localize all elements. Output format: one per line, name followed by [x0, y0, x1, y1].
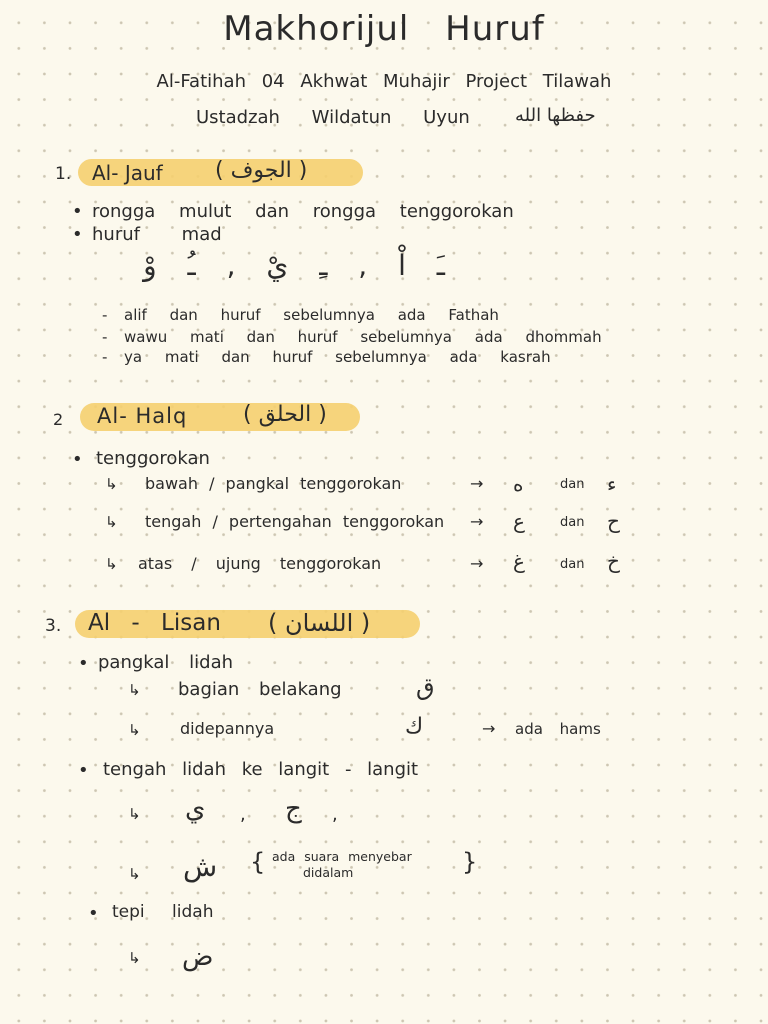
page-title: Makhorijul Huruf	[223, 9, 545, 49]
dash-icon: -	[102, 328, 108, 346]
note-item: alif dan huruf sebelumnya ada Fathah	[124, 306, 499, 324]
hook-arrow-icon: ↳	[105, 475, 118, 493]
arabic-letter: ش	[183, 850, 218, 883]
section-3-number: 3.	[45, 616, 62, 636]
conjunction-label: dan	[560, 515, 585, 530]
dash-icon: -	[102, 348, 108, 366]
makhraj-place: bawah / pangkal tenggorokan	[145, 474, 402, 493]
arabic-letter: ع	[513, 509, 525, 533]
bullet-icon: •	[72, 224, 83, 245]
arrow-icon: →	[470, 554, 484, 573]
arabic-letter: ء	[607, 472, 617, 496]
conjunction-label: dan	[560, 477, 585, 492]
list-item: rongga mulut dan rongga tenggorokan	[92, 201, 514, 222]
arrow-icon: →	[482, 719, 496, 738]
hook-arrow-icon: ↳	[128, 805, 141, 823]
list-item: pangkal lidah	[98, 652, 234, 673]
bullet-icon: •	[78, 653, 89, 674]
arabic-letter: ي	[185, 794, 206, 824]
section-3-title: Al - Lisan	[88, 610, 221, 636]
sub-item-text: bagian belakang	[178, 679, 342, 700]
bracket-note: didalam	[303, 865, 354, 880]
comma-separator: ,	[240, 804, 246, 825]
note-item: ya mati dan huruf sebelumnya ada kasrah	[124, 348, 551, 366]
arabic-letter: ض	[182, 942, 214, 972]
hook-arrow-icon: ↳	[105, 555, 118, 573]
hook-arrow-icon: ↳	[105, 513, 118, 531]
arabic-letter: خ	[607, 549, 620, 573]
makhraj-place: atas / ujung tenggorokan	[138, 554, 382, 573]
section-2-title: Al- Halq	[97, 404, 188, 428]
arrow-icon: →	[470, 512, 484, 531]
bullet-icon: •	[72, 449, 83, 470]
mad-letters-arabic: ـَ اْ , ـِ يْ , ـُ وْ	[143, 249, 445, 282]
teacher-name: Ustadzah Wildatun Uyun	[196, 107, 470, 128]
section-1-title: Al- Jauf	[92, 161, 163, 185]
bullet-icon: •	[78, 760, 89, 781]
comma-separator: ,	[332, 804, 338, 825]
hook-arrow-icon: ↳	[128, 721, 141, 739]
arrow-icon: →	[470, 474, 484, 493]
section-1-arabic-title: ( الجوف )	[215, 158, 308, 183]
hook-arrow-icon: ↳	[128, 681, 141, 699]
arabic-letter: غ	[513, 549, 525, 573]
bullet-icon: •	[88, 903, 99, 924]
brace-open: {	[250, 848, 266, 876]
list-item: tenggorokan	[96, 448, 210, 469]
makhraj-place: tengah / pertengahan tenggorokan	[145, 512, 445, 531]
arabic-letter: ق	[416, 673, 435, 701]
section-3-arabic-title: ( اللسان )	[268, 609, 371, 637]
arabic-letter: ح	[607, 509, 620, 533]
subtitle-line: Al-Fatihah 04 Akhwat Muhajir Project Tilawah	[156, 71, 612, 92]
section-2-number: 2	[53, 410, 64, 429]
note-item: wawu mati dan huruf sebelumnya ada dhommah	[124, 328, 602, 346]
section-2-arabic-title: ( الحلق )	[243, 402, 327, 427]
list-item: tepi lidah	[112, 902, 214, 922]
list-item: huruf mad	[92, 224, 222, 245]
conjunction-label: dan	[560, 557, 585, 572]
hook-arrow-icon: ↳	[128, 865, 141, 883]
hook-arrow-icon: ↳	[128, 949, 141, 967]
honorific-arabic: حفظها الله	[515, 105, 596, 126]
arabic-letter: ك	[405, 714, 424, 739]
sub-item-note: ada hams	[515, 720, 601, 738]
sub-item-text: didepannya	[180, 719, 275, 738]
list-item: tengah lidah ke langit - langit	[103, 759, 419, 780]
bracket-note: ada suara menyebar	[272, 849, 412, 864]
brace-close: }	[462, 848, 478, 876]
section-1-number: 1.	[55, 164, 72, 184]
arabic-letter: ه	[513, 472, 524, 496]
dash-icon: -	[102, 306, 108, 324]
bullet-icon: •	[72, 201, 83, 222]
arabic-letter: ج	[285, 794, 302, 824]
